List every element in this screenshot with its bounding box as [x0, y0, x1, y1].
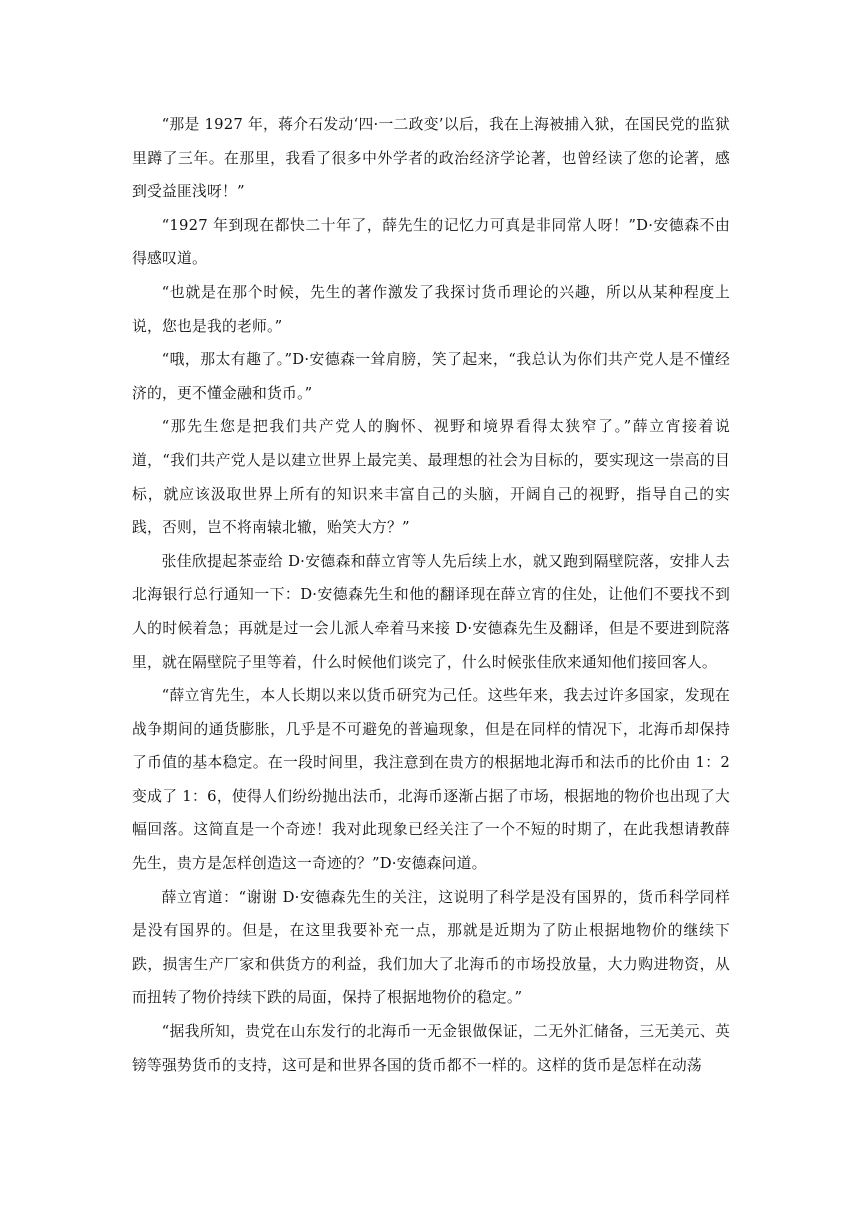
- paragraph: “据我所知，贵党在山东发行的北海币一无金银做保证，二无外汇储备，三无美元、英镑等强势货币的支持，这可是和世界各国的货币都不一样的。这样的货币是怎样在动荡: [132, 1023, 730, 1074]
- paragraph: “薛立宵先生，本人长期以来以货币研究为己任。这些年来，我去过许多国家，发现在战争期间的通货膨胀，几乎是不可避免的普遍现象，但是在同样的情况下，北海币却保持了币值的基本稳定。在一段时间里，我注意到在贵方的根据地北海币和法币的比价由 1：2 变成了 1：6，使得人们纷纷抛出法币，北海币逐渐占据了市场，根据地的物价也出现了大幅回落。这简直是一个奇迹！我对此现象已经关注了一个不短的时期了，在此我想请教薛先生，贵方是怎样创造这一奇迹的？”D·安德森问道。: [132, 687, 730, 873]
- paragraph: “那先生您是把我们共产党人的胸怀、视野和境界看得太狭窄了。”薛立宵接着说道，“我们共产党人是以建立世界上最完美、最理想的社会为目标的，要实现这一崇高的目标，就应该汲取世界上所有的知识来丰富自己的头脑，开阔自己的视野，指导自己的实践，否则，岂不将南辕北辙，贻笑大方？”: [132, 418, 730, 537]
- paragraph: “哦，那太有趣了。”D·安德森一耸肩膀，笑了起来，“我总认为你们共产党人是不懂经济的，更不懂金融和货币。”: [132, 351, 730, 402]
- paragraph: 薛立宵道：“谢谢 D·安德森先生的关注，这说明了科学是没有国界的，货币科学同样是没有国界的。但是，在这里我要补充一点，那就是近期为了防止根据地物价的继续下跌，损害生产厂家和供货方的利益，我们加大了北海币的市场投放量，大力购进物资，从而扭转了物价持续下跌的局面，保持了根据地物价的稳定。”: [132, 888, 730, 1007]
- paragraph: “1927 年到现在都快二十年了，薛先生的记忆力可真是非同常人呀！”D·安德森不由得感叹道。: [132, 216, 730, 268]
- paragraph: “那是 1927 年，蒋介石发动‘四·一二政变’以后，我在上海被捕入狱，在国民党的监狱里蹲了三年。在那里，我看了很多中外学者的政治经济学论著，也曾经读了您的论著，感到受益匪浅呀！”: [132, 116, 730, 201]
- body-text: [132, 108, 730, 1082]
- paragraph: “也就是在那个时候，先生的著作激发了我探讨货币理论的兴趣，所以从某种程度上说，您也是我的老师。”: [132, 283, 730, 335]
- paragraph: 张佳欣提起茶壶给 D·安德森和薛立宵等人先后续上水，就又跑到隔壁院落，安排人去北海银行总行通知一下：D·安德森先生和他的翻译现在薛立宵的住处，让他们不要找不到人的时候着急；再就是过一会儿派人牵着马来接 D·安德森先生及翻译，但是不要进到院落里，就在隔壁院子里等着，什么时候他们谈完了，什么时候张佳欣来通知他们接回客人。: [132, 552, 730, 671]
